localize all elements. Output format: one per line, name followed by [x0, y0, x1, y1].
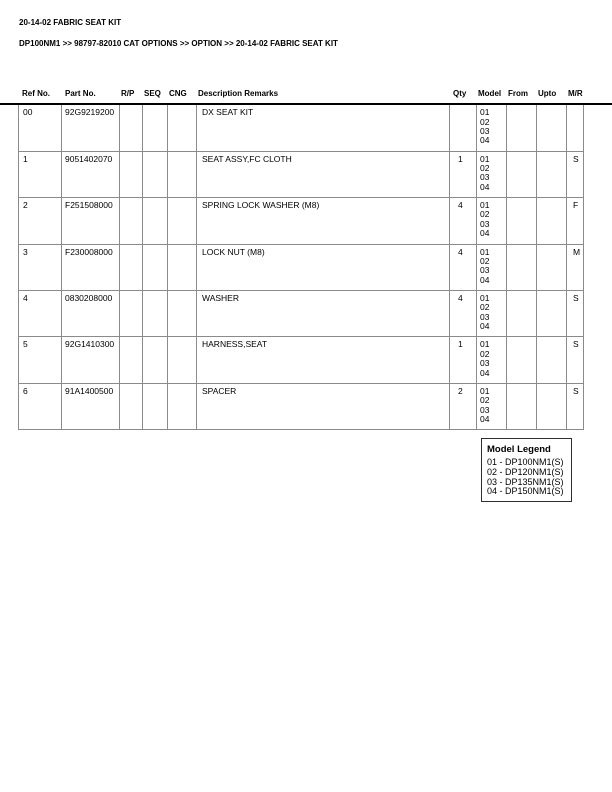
cell-description: HARNESS,SEAT	[197, 337, 450, 382]
table-row	[19, 291, 584, 337]
cell-from	[507, 291, 537, 336]
model-code: 04	[480, 274, 490, 285]
model-code: 02	[480, 255, 490, 266]
column-header-part-no: Part No.	[65, 89, 96, 98]
cell-part-no: 0830208000	[62, 291, 120, 336]
parts-table	[18, 105, 584, 430]
cell-description: SEAT ASSY,FC CLOTH	[197, 152, 450, 197]
model-legend-box	[481, 438, 572, 502]
model-code: 04	[480, 135, 490, 146]
cell-description: LOCK NUT (M8)	[197, 245, 450, 290]
cell-cng	[168, 337, 197, 382]
model-legend-item: 01 - DP100NM1(S)	[487, 457, 564, 467]
cell-model	[477, 384, 507, 429]
cell-model	[477, 105, 507, 150]
cell-cng	[168, 291, 197, 336]
model-code: 03	[480, 218, 490, 229]
model-code: 04	[480, 367, 490, 378]
model-code: 03	[480, 172, 490, 183]
cell-qty: 4	[450, 198, 477, 243]
cell-description: SPRING LOCK WASHER (M8)	[197, 198, 450, 243]
model-code: 01	[480, 292, 490, 303]
model-code: 02	[480, 209, 490, 220]
cell-rp	[120, 291, 143, 336]
cell-upto	[537, 152, 567, 197]
cell-qty	[450, 105, 477, 150]
cell-rp	[120, 245, 143, 290]
model-code: 01	[480, 246, 490, 257]
cell-part-no: 91A1400500	[62, 384, 120, 429]
cell-seq	[143, 245, 168, 290]
model-code: 01	[480, 200, 490, 211]
model-code: 02	[480, 163, 490, 174]
cell-ref-no: 1	[19, 152, 62, 197]
cell-qty: 1	[450, 337, 477, 382]
cell-description: SPACER	[197, 384, 450, 429]
model-legend-item: 02 - DP120NM1(S)	[487, 466, 564, 477]
cell-description: WASHER	[197, 291, 450, 336]
model-code: 03	[480, 311, 490, 322]
cell-seq	[143, 198, 168, 243]
cell-qty: 4	[450, 245, 477, 290]
model-code: 03	[480, 404, 490, 415]
model-code: 01	[480, 339, 490, 350]
model-legend-title: Model Legend	[487, 444, 551, 455]
cell-ref-no: 00	[19, 105, 62, 150]
cell-mr: S	[567, 384, 584, 429]
column-header-upto: Upto	[538, 89, 557, 98]
cell-seq	[143, 152, 168, 197]
model-code: 04	[480, 181, 490, 192]
column-header-qty: Qty	[453, 89, 467, 98]
cell-rp	[120, 105, 143, 150]
cell-part-no: 92G9219200	[62, 105, 120, 150]
cell-part-no: 92G1410300	[62, 337, 120, 382]
model-code: 02	[480, 395, 490, 406]
model-legend-item: 04 - DP150NM1(S)	[487, 486, 564, 497]
cell-from	[507, 384, 537, 429]
cell-model	[477, 198, 507, 243]
cell-from	[507, 337, 537, 382]
cell-mr	[567, 105, 584, 150]
cell-qty: 4	[450, 291, 477, 336]
table-row	[19, 337, 584, 383]
table-header-row	[18, 88, 583, 99]
model-code: 03	[480, 358, 490, 369]
cell-model	[477, 291, 507, 336]
column-header-mr: M/R	[568, 89, 583, 98]
cell-part-no: F251508000	[62, 198, 120, 243]
cell-ref-no: 4	[19, 291, 62, 336]
cell-model	[477, 152, 507, 197]
cell-upto	[537, 384, 567, 429]
cell-model	[477, 245, 507, 290]
cell-qty: 1	[450, 152, 477, 197]
cell-upto	[537, 198, 567, 243]
column-header-model: Model	[478, 89, 502, 98]
model-code: 04	[480, 321, 490, 332]
cell-seq	[143, 291, 168, 336]
cell-upto	[537, 291, 567, 336]
cell-upto	[537, 245, 567, 290]
cell-cng	[168, 105, 197, 150]
column-header-from: From	[508, 89, 528, 98]
table-row	[19, 245, 584, 291]
column-header-description: Description Remarks	[198, 89, 279, 98]
cell-rp	[120, 384, 143, 429]
cell-cng	[168, 384, 197, 429]
model-code: 01	[480, 107, 490, 118]
cell-seq	[143, 337, 168, 382]
table-row	[19, 152, 584, 198]
cell-cng	[168, 245, 197, 290]
cell-mr: S	[567, 291, 584, 336]
cell-ref-no: 3	[19, 245, 62, 290]
model-code: 02	[480, 116, 490, 127]
cell-upto	[537, 337, 567, 382]
cell-from	[507, 152, 537, 197]
cell-ref-no: 5	[19, 337, 62, 382]
cell-part-no: F230008000	[62, 245, 120, 290]
cell-from	[507, 105, 537, 150]
cell-mr: S	[567, 152, 584, 197]
cell-rp	[120, 152, 143, 197]
cell-upto	[537, 105, 567, 150]
column-header-seq: SEQ	[144, 89, 161, 98]
model-code: 01	[480, 153, 490, 164]
column-header-cng: CNG	[169, 89, 187, 98]
cell-rp	[120, 337, 143, 382]
cell-rp	[120, 198, 143, 243]
cell-mr: S	[567, 337, 584, 382]
cell-model	[477, 337, 507, 382]
cell-ref-no: 6	[19, 384, 62, 429]
cell-part-no: 9051402070	[62, 152, 120, 197]
cell-description: DX SEAT KIT	[197, 105, 450, 150]
model-code: 02	[480, 348, 490, 359]
cell-cng	[168, 152, 197, 197]
column-header-rp: R/P	[121, 89, 135, 98]
model-code: 01	[480, 385, 490, 396]
table-row	[19, 105, 584, 151]
model-code: 03	[480, 126, 490, 136]
cell-from	[507, 198, 537, 243]
cell-seq	[143, 384, 168, 429]
cell-qty: 2	[450, 384, 477, 429]
page-title: 20-14-02 FABRIC SEAT KIT	[19, 18, 122, 27]
cell-seq	[143, 105, 168, 150]
cell-mr: M	[567, 245, 584, 290]
model-code: 02	[480, 302, 490, 313]
cell-mr: F	[567, 198, 584, 243]
cell-from	[507, 245, 537, 290]
table-row	[19, 384, 584, 430]
table-row	[19, 198, 584, 244]
cell-ref-no: 2	[19, 198, 62, 243]
model-code: 04	[480, 228, 490, 239]
model-legend-item: 03 - DP135NM1(S)	[487, 476, 564, 487]
model-code: 03	[480, 265, 490, 276]
model-code: 04	[480, 414, 490, 425]
column-header-ref-no: Ref No.	[22, 89, 50, 98]
breadcrumb: DP100NM1 >> 98797-82010 CAT OPTIONS >> OPTION >> 20-14-02 FABRIC SEAT KIT	[19, 39, 338, 48]
cell-cng	[168, 198, 197, 243]
